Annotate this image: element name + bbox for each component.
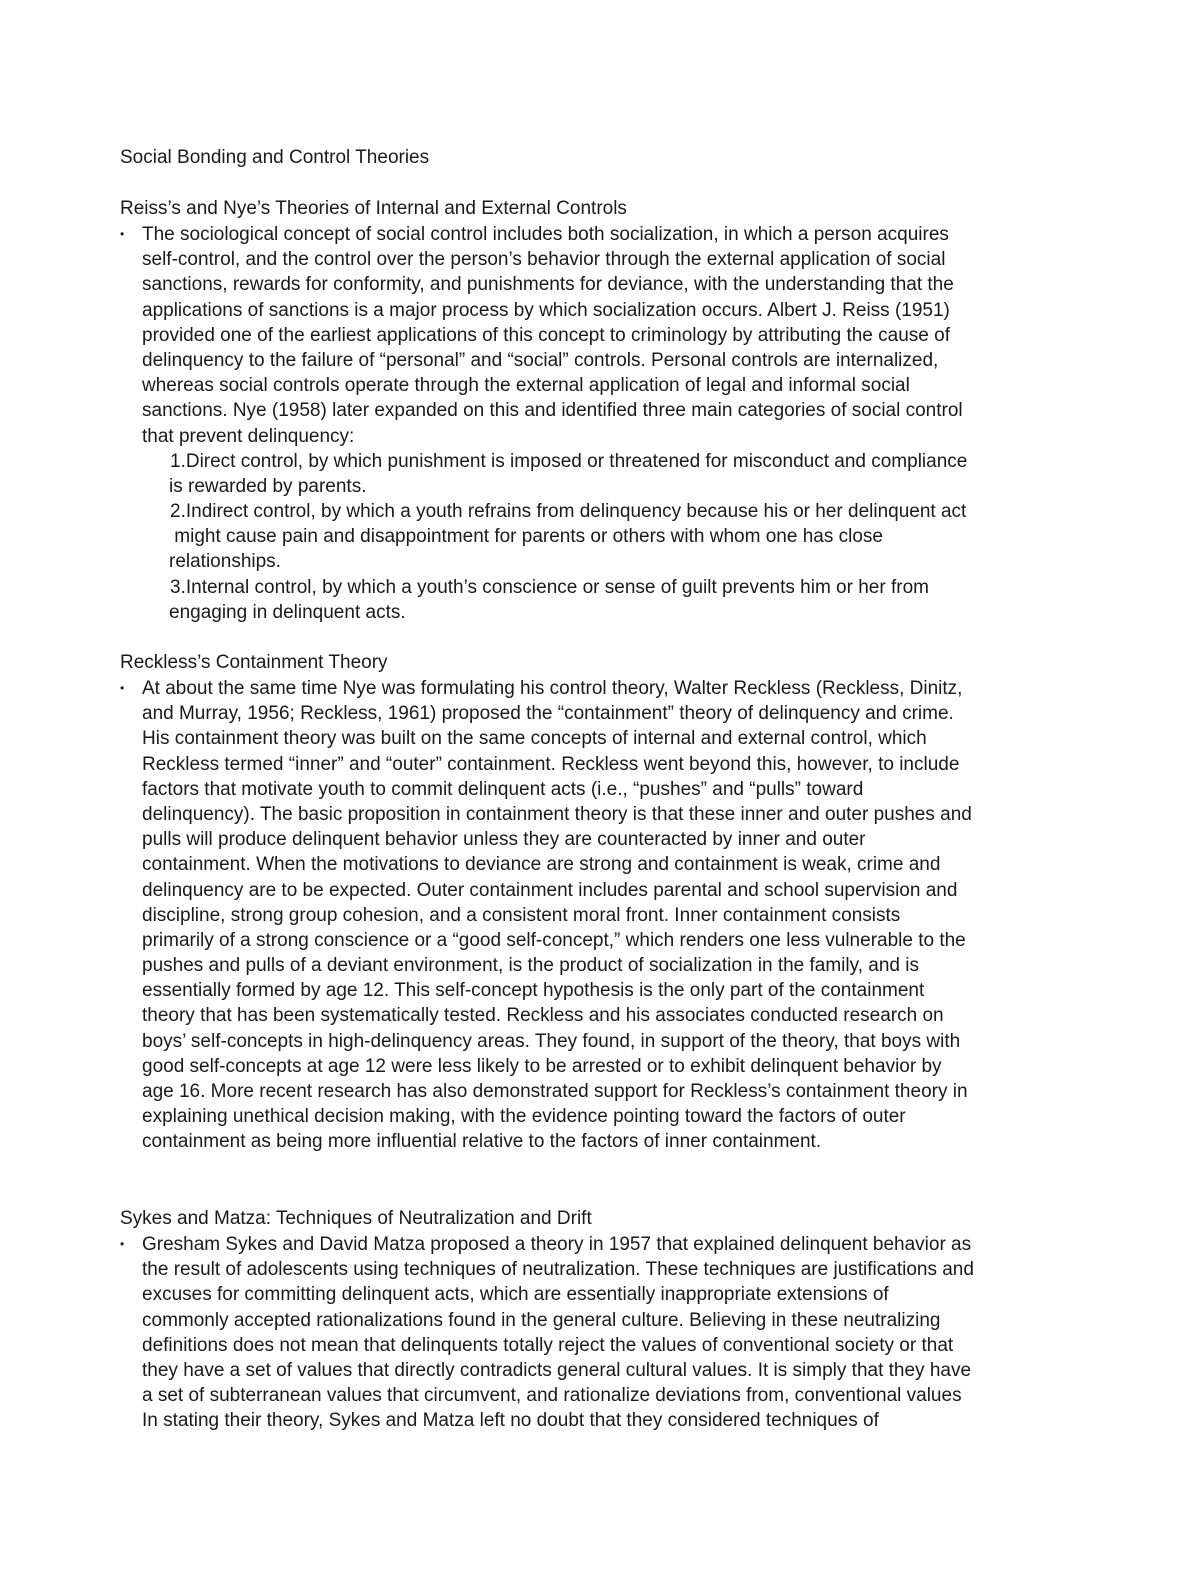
numbered-item-line: might cause pain and disappointment for parents or others with whom one has close — [169, 526, 883, 548]
paragraph-line: age 16. More recent research has also demonstrated support for Reckless’s containment theory in — [142, 1081, 968, 1102]
bullet-paragraph-reckless — [120, 676, 1082, 1155]
paragraph-line: delinquency to the failure of “personal” and “social” controls. Personal controls are internalized, — [142, 349, 939, 371]
numbered-item-line: 3.Internal control, by which a youth’s conscience or sense of guilt prevents him or her from — [170, 576, 929, 598]
numbered-item-line: is rewarded by parents. — [169, 475, 367, 497]
section-heading-reckless: Reckless’s Containment Theory — [120, 652, 388, 673]
numbered-list — [120, 449, 1082, 625]
paragraph-line: pulls will produce delinquent behavior unless they are counteracted by inner and outer — [142, 829, 866, 851]
paragraph-line: At about the same time Nye was formulating his control theory, Walter Reckless (Reckless, Dinitz, — [142, 678, 963, 699]
paragraph-line: discipline, strong group cohesion, and a consistent moral front. Inner containment consists — [142, 904, 901, 926]
numbered-item-line: 1.Direct control, by which punishment is imposed or threatened for misconduct and compliance — [170, 450, 968, 472]
paragraph-line: and Murray, 1956; Reckless, 1961) proposed the “containment” theory of delinquency and crime. — [142, 703, 954, 725]
bullet-icon: • — [120, 681, 125, 695]
paragraph-line: factors that motivate youth to commit delinquent acts (i.e., “pushes” and “pulls” toward — [142, 778, 864, 800]
numbered-item-internal-control — [120, 575, 1082, 625]
paragraph-line: theory that has been systematically tested. Reckless and his associates conducted research on — [142, 1005, 944, 1027]
paragraph-line: commonly accepted rationalizations found in the general culture. Believing in these neutralizing — [142, 1309, 941, 1331]
numbered-item-direct-control — [120, 449, 1082, 499]
paragraph-line: essentially formed by age 12. This self-concept hypothesis is the only part of the containment — [142, 980, 925, 1002]
paragraph-line: His containment theory was built on the same concepts of internal and external control, which — [142, 728, 927, 750]
paragraph-line: Reckless termed “inner” and “outer” containment. Reckless went beyond this, however, to include — [142, 753, 960, 775]
paragraph-line: pushes and pulls of a deviant environment, is the product of socialization in the family, and is — [142, 955, 919, 977]
numbered-item-indirect-control — [120, 499, 1082, 575]
paragraph-line: sanctions, rewards for conformity, and punishments for deviance, with the understanding that the — [142, 274, 954, 296]
paragraph-line: good self-concepts at age 12 were less likely to be arrested or to exhibit delinquent behavior by — [142, 1055, 942, 1077]
paragraph-line: they have a set of values that directly contradicts general cultural values. It is simply that they have — [142, 1359, 972, 1381]
paragraph-line: applications of sanctions is a major process by which socialization occurs. Albert J. Reiss (1951) — [142, 299, 950, 321]
paragraph-line: Gresham Sykes and David Matza proposed a theory in 1957 that explained delinquent behavior as — [142, 1234, 972, 1255]
paragraph-line: primarily of a strong conscience or a “good self-concept,” which renders one less vulnerable to the — [142, 929, 966, 951]
numbered-item-line: engaging in delinquent acts. — [169, 601, 406, 623]
paragraph-line: definitions does not mean that delinquents totally reject the values of conventional society or that — [142, 1334, 954, 1356]
paragraph-line: explaining unethical decision making, with the evidence pointing toward the factors of outer — [142, 1106, 906, 1128]
section-heading-sykes-matza: Sykes and Matza: Techniques of Neutralization and Drift — [120, 1208, 592, 1229]
numbered-item-line: 2.Indirect control, by which a youth refrains from delinquency because his or her delinquent act — [170, 501, 967, 523]
paragraph-line: sanctions. Nye (1958) later expanded on this and identified three main categories of social control — [142, 400, 963, 422]
paragraph-line: boys’ self-concepts in high-delinquency areas. They found, in support of the theory, that boys with — [142, 1030, 961, 1052]
paragraph-line: In stating their theory, Sykes and Matza left no doubt that they considered techniques of — [142, 1410, 879, 1432]
bullet-paragraph-sykes-matza — [120, 1232, 1082, 1434]
section-heading-reiss-nye: Reiss’s and Nye’s Theories of Internal and External Controls — [120, 198, 627, 219]
bullet-paragraph-reiss-nye — [120, 222, 1082, 625]
numbered-item-line: relationships. — [169, 551, 281, 573]
paragraph-line: containment as being more influential relative to the factors of inner containment. — [142, 1131, 822, 1153]
bullet-icon: • — [120, 227, 125, 241]
bullet-icon: • — [120, 1237, 125, 1251]
paragraph-line: containment. When the motivations to deviance are strong and containment is weak, crime and — [142, 854, 941, 876]
document-title: Social Bonding and Control Theories — [120, 147, 430, 168]
paragraph-line: The sociological concept of social control includes both socialization, in which a person acquires — [142, 224, 949, 245]
paragraph-line: provided one of the earliest applications of this concept to criminology by attributing the cause of — [142, 324, 950, 346]
paragraph-line: delinquency). The basic proposition in containment theory is that these inner and outer pushes and — [142, 803, 972, 825]
paragraph-line: self-control, and the control over the person’s behavior through the external application of social — [142, 249, 946, 271]
paragraph-line: the result of adolescents using techniques of neutralization. These techniques are justifications and — [142, 1259, 974, 1281]
paragraph-line: that prevent delinquency: — [142, 425, 355, 447]
paragraph-line: delinquency are to be expected. Outer containment includes parental and school supervision and — [142, 879, 958, 901]
paragraph-line: whereas social controls operate through the external application of legal and informal social — [142, 375, 910, 397]
paragraph-line: a set of subterranean values that circumvent, and rationalize deviations from, conventional values — [142, 1385, 962, 1407]
paragraph-line: excuses for committing delinquent acts, which are essentially inappropriate extensions of — [142, 1284, 889, 1306]
